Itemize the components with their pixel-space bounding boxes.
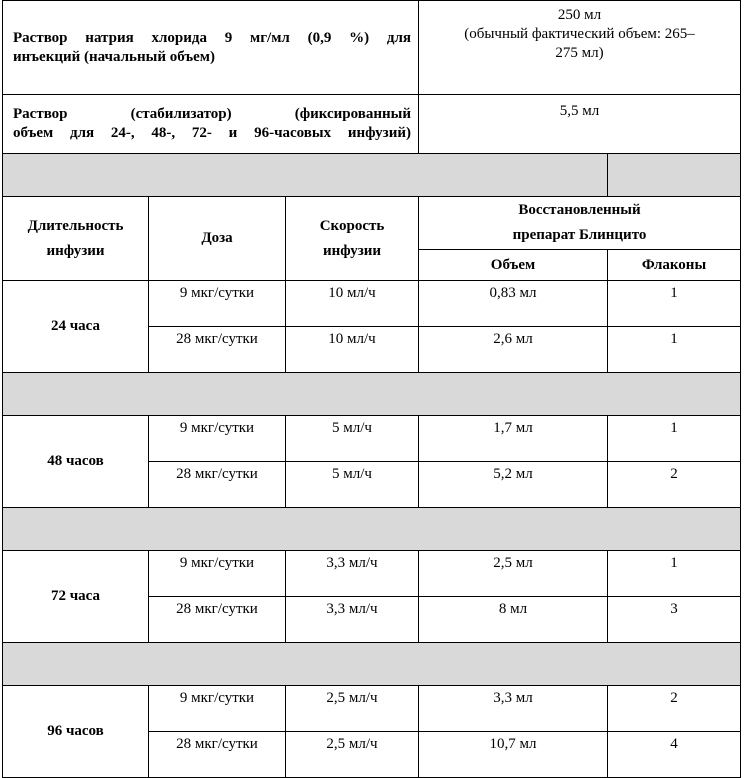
label-line: объем для 24-, 48-, 72- и 96-часовых инфузий) [13, 125, 411, 141]
rate-cell: 2,5 мл/ч [286, 732, 419, 778]
label-line: инъекций (начальный объем) [13, 48, 215, 65]
label-line: Раствор натрия хлорида 9 мг/мл (0,9 %) для [13, 29, 411, 46]
dose-cell: 28 мкг/сутки [149, 462, 286, 508]
rate-cell: 2,5 мл/ч [286, 686, 419, 732]
dose-cell: 28 мкг/сутки [149, 732, 286, 778]
vials-cell: 1 [608, 327, 741, 373]
duration-cell: 24 часа [3, 281, 149, 373]
volume-cell: 2,5 мл [419, 551, 608, 597]
value-line: 5,5 мл [559, 103, 600, 119]
saline-value [419, 1, 741, 95]
dose-cell: 9 мкг/сутки [149, 281, 286, 327]
gray-separator [3, 373, 741, 416]
header-volume: Объем [419, 250, 608, 281]
dose-cell: 9 мкг/сутки [149, 416, 286, 462]
rate-cell: 5 мл/ч [286, 416, 419, 462]
table-row [3, 1, 741, 95]
volume-cell: 0,83 мл [419, 281, 608, 327]
header-line: Длительность [27, 217, 124, 234]
value-line: (обычный фактический объем: 265– [464, 26, 695, 42]
vials-cell: 2 [608, 462, 741, 508]
header-line: препарат Блинцито [512, 227, 647, 243]
rate-cell: 10 мл/ч [286, 327, 419, 373]
vials-cell: 1 [608, 416, 741, 462]
volume-cell: 3,3 мл [419, 686, 608, 732]
volume-cell: 10,7 мл [419, 732, 608, 778]
table-row [3, 686, 741, 732]
table-row [3, 416, 741, 462]
header-line: инфузии [322, 242, 382, 259]
header-product [419, 197, 741, 250]
dosing-table [2, 153, 741, 778]
separator-row [3, 154, 741, 197]
separator-row [3, 508, 741, 551]
volume-cell: 1,7 мл [419, 416, 608, 462]
label-line: Раствор (стабилизатор) (фиксированный [13, 106, 411, 122]
header-rate [286, 197, 419, 281]
header-duration [3, 197, 149, 281]
volume-cell: 8 мл [419, 597, 608, 643]
rate-cell: 5 мл/ч [286, 462, 419, 508]
separator-row [3, 643, 741, 686]
header-line: Восстановленный [518, 202, 641, 218]
header-line: Скорость [319, 217, 385, 234]
vials-cell: 4 [608, 732, 741, 778]
header-row [3, 197, 741, 250]
document-page [2, 0, 740, 752]
stabilizer-label [3, 95, 419, 154]
vials-cell: 3 [608, 597, 741, 643]
separator-row [3, 373, 741, 416]
duration-cell: 72 часа [3, 551, 149, 643]
header-line: инфузии [46, 242, 105, 259]
header-vials: Флаконы [608, 250, 741, 281]
duration-cell: 96 часов [3, 686, 149, 778]
rate-cell: 3,3 мл/ч [286, 551, 419, 597]
vials-cell: 1 [608, 281, 741, 327]
stabilizer-value [419, 95, 741, 154]
volume-cell: 2,6 мл [419, 327, 608, 373]
duration-cell: 48 часов [3, 416, 149, 508]
value-line: 250 мл [557, 7, 602, 23]
saline-label [3, 1, 419, 95]
dose-cell: 9 мкг/сутки [149, 551, 286, 597]
gray-separator [608, 154, 741, 197]
dose-cell: 9 мкг/сутки [149, 686, 286, 732]
gray-separator [3, 643, 741, 686]
solution-volume-table [2, 0, 741, 154]
table-row [3, 551, 741, 597]
vials-cell: 2 [608, 686, 741, 732]
table-row [3, 95, 741, 154]
dose-cell: 28 мкг/сутки [149, 327, 286, 373]
value-line: 275 мл) [555, 45, 604, 61]
volume-cell: 5,2 мл [419, 462, 608, 508]
rate-cell: 3,3 мл/ч [286, 597, 419, 643]
rate-cell: 10 мл/ч [286, 281, 419, 327]
vials-cell: 1 [608, 551, 741, 597]
gray-separator [3, 508, 741, 551]
table-row [3, 281, 741, 327]
header-dose: Доза [149, 197, 286, 281]
dose-cell: 28 мкг/сутки [149, 597, 286, 643]
gray-separator [3, 154, 608, 197]
